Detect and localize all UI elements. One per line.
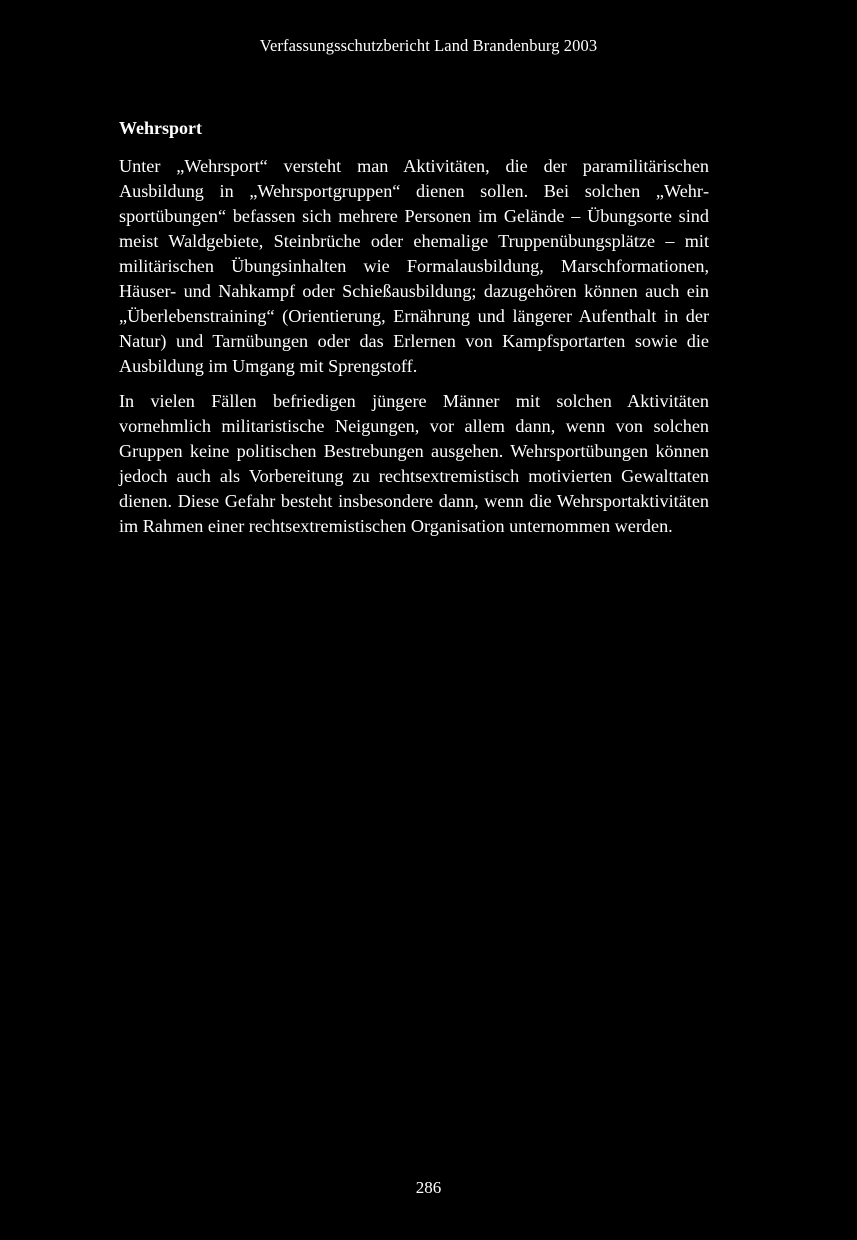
- page-number: 286: [415, 1178, 442, 1197]
- paragraph-definition: Unter „Wehrsport“ versteht man Aktivitäten, die der paramilitärischen Ausbildung in „Wehrsportgruppen“ dienen sollen. Bei solchen „Wehrsportübungen“ befassen sich mehrere Personen im Gelände – Übungsorte sind meist Waldgebiete, Steinbrüche oder ehemalige Truppenübungsplätze – mit militärischen Übungsinhalten wie Formalausbildung, Marschformationen, Häuser- und Nahkampf oder Schießausbildung; dazugehören können auch ein „Überlebenstraining“ (Orientierung, Ernährung und längerer Aufenthalt in der Natur) und Tarnübungen oder das Erlernen von Kampfsportarten sowie die Ausbildung im Umgang mit Sprengstoff.: [119, 156, 709, 376]
- paragraph-assessment: In vielen Fällen befriedigen jüngere Männer mit solchen Aktivitäten vornehmlich militaristische Neigungen, vor allem dann, wenn von solchen Gruppen keine politischen Bestrebungen ausgehen. Wehrsportübungen können jedoch auch als Vorbereitung zu rechtsextremistisch motivierten Gewalttaten dienen. Diese Gefahr besteht insbesondere dann, wenn die Wehrsportaktivitäten im Rahmen einer rechtsextremistischen Organisation unternommen werden.: [119, 391, 709, 536]
- running-header: Verfassungsschutzbericht Land Brandenburg 2003: [259, 36, 598, 55]
- section-body: [119, 116, 709, 549]
- section-heading: Wehrsport: [119, 118, 202, 138]
